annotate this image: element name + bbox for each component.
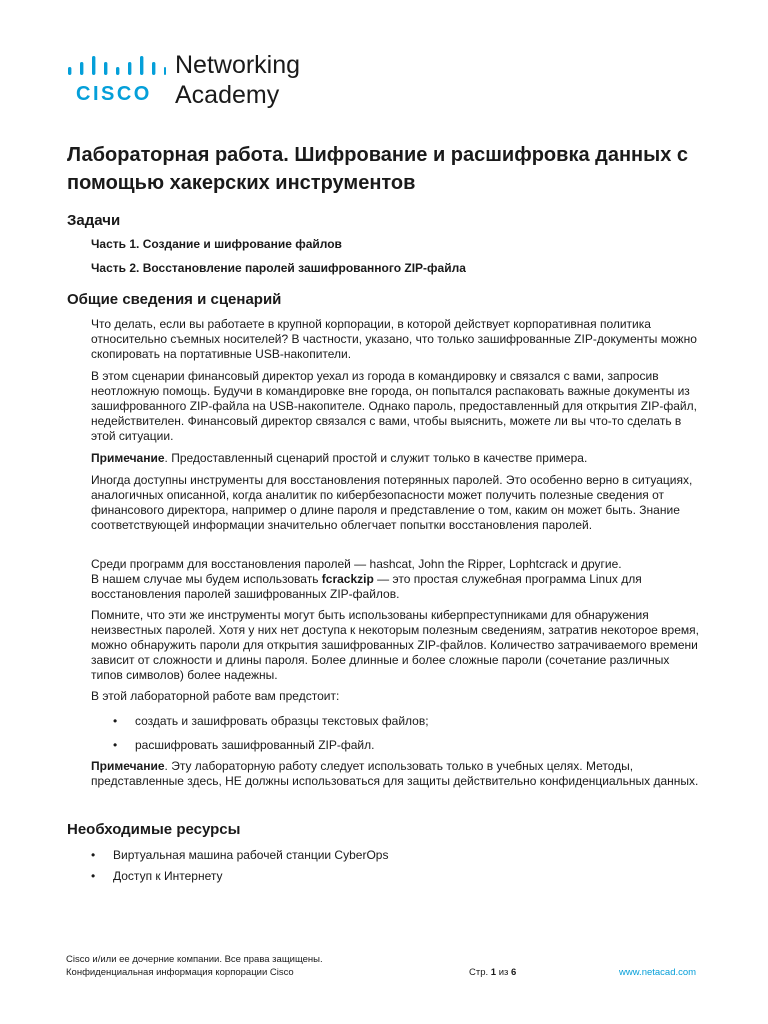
background-paragraph-5: Помните, что эти же инструменты могут быть использованы киберпреступниками для обнаружения неизвестных паролей. Хотя у них нет доступа к некоторым полезным сведениям, затратив некоторое время, можно обнаружить пароли для открытия зашифрованных ZIP-файлов. Количество затрачиваемого времени зависит от сложности и длины пароля. Более длинные и более сложные пароли (сочетание различных типов символов) более надежны. [91,608,699,682]
resources-heading: Необходимые ресурсы [67,821,241,838]
netacad-link[interactable]: www.netacad.com [619,967,697,978]
fcrackzip-intro: В нашем случае мы будем использовать [91,572,322,586]
objectives-heading: Задачи [67,212,121,229]
fcrackzip-line [91,572,701,602]
background-paragraph-4 [91,557,701,602]
bullet-icon: • [113,738,118,752]
background-heading: Общие сведения и сценарий [67,291,282,308]
objective-part-2: Часть 2. Восстановление паролей зашифрованного ZIP-файла [91,261,466,275]
note-2-text: . Эту лабораторную работу следует использовать только в учебных целях. Методы, представленные здесь, НЕ должны использоваться для защиты действительно конфиденциальных данных. [91,759,699,788]
footer-copyright [66,954,323,965]
copyright-text: Cisco и/или ее дочерние компании. Все права защищены. [66,954,323,965]
objective-part-1: Часть 1. Создание и шифрование файлов [91,237,342,251]
tools-list-line: Среди программ для восстановления паролей — hashcat, John the Ripper, Lophtcrack и другие. [91,557,622,571]
fcrackzip-name: fcrackzip [321,572,374,586]
document-title: Лабораторная работа. Шифрование и расшифровка данных с помощью хакерских инструментов [67,144,688,194]
bullet-icon: • [113,714,118,728]
background-paragraph-6: В этой лабораторной работе вам предстоит: [91,689,340,703]
note-2-label: Примечание [91,759,165,773]
background-paragraph-3: Иногда доступны инструменты для восстановления потерянных паролей. Это особенно верно в ситуациях, аналогичных описанной, когда аналитик по кибербезопасности может получить полезные сведения от финансового директора, например о длине пароля и представление о том, каким он может быть. Знание соответствующей информации значительно облегчает попытки восстановления паролей. [91,473,693,532]
note-1-text: . Предоставленный сценарий простой и служит только в качестве примера. [164,451,588,465]
note-1-label: Примечание [91,451,165,465]
cisco-networking-academy-logo [66,50,326,112]
page-number: Стр. 1 из 6 [469,967,517,978]
cisco-wordmark: CISCO [76,83,152,105]
note-1 [91,451,701,466]
bullet-icon: • [91,848,96,862]
page-total: 6 [511,967,517,978]
background-paragraph-2: В этом сценарии финансовый директор уехал из города в командировку и связался с вами, запросив неотложную помощь. Будучи в командировке вне города, он попытался распаковать важные документы из зашифрованного ZIP-файла на USB-накопителе. Однако пароль, предоставленный для открытия ZIP-файл, недействителен. Финансовый директор связался с вами, чтобы выяснить, можете ли вы что-то сделать в этой ситуации. [91,369,697,443]
note-2 [91,759,701,789]
page-current: 1 [490,967,497,978]
footer-confidential: Конфиденциальная информация корпорации Cisco [66,967,294,978]
bullet-icon: • [91,869,96,883]
brand-line-academy: Academy [175,81,280,109]
cisco-bars-icon [66,56,166,80]
background-paragraph-1: Что делать, если вы работаете в крупной корпорации, в которой действует корпоративная политика относительно съемных носителей? В частности, указано, что только зашифрованные ZIP-документы можно скопировать на портативные USB-накопители. [91,317,697,361]
brand-line-networking: Networking [175,51,301,79]
fcrackzip-description: — это простая служебная программа Linux для восстановления паролей зашифрованных ZIP-файлов. [91,572,642,601]
